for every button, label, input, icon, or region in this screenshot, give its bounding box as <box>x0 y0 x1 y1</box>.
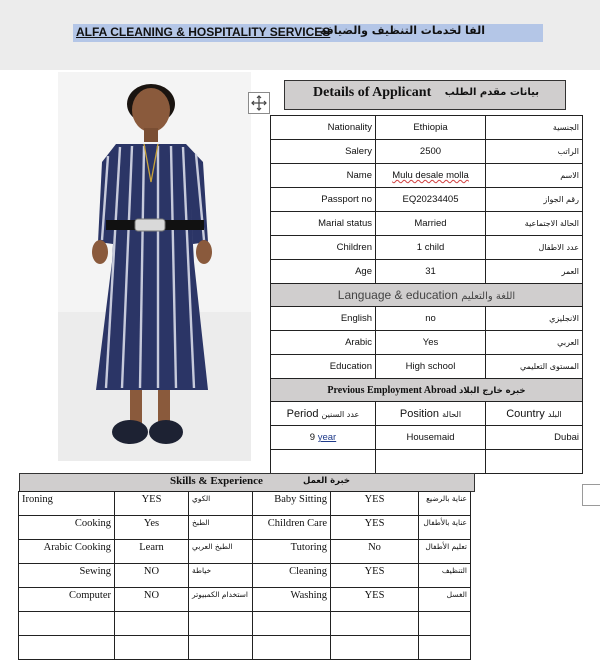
position-header-en: Position <box>399 407 440 420</box>
skill-value: YES <box>115 492 189 516</box>
table-row <box>271 236 583 260</box>
skill-name: Cleaning <box>253 564 331 588</box>
table-row <box>19 588 471 612</box>
empty-cell <box>115 612 189 636</box>
field-value: High school <box>376 355 486 379</box>
country-header <box>486 402 583 426</box>
period-header <box>271 402 376 426</box>
period-value <box>271 426 376 450</box>
field-label-ar: الانجليزي <box>486 307 583 331</box>
position-value: Housemaid <box>376 426 486 450</box>
country-header-ar: البلد <box>547 409 562 419</box>
field-value: no <box>376 307 486 331</box>
skill-name: Ironing <box>19 492 115 516</box>
table-row <box>271 426 583 450</box>
skill-value: Yes <box>115 516 189 540</box>
empty-cell <box>189 612 253 636</box>
table-row <box>19 564 471 588</box>
field-value: 31 <box>376 260 486 284</box>
skill-name-ar: عناية بالرضيع <box>419 492 471 516</box>
table-row <box>271 331 583 355</box>
empty-cell <box>19 636 115 660</box>
field-label: Salery <box>271 140 376 164</box>
table-row <box>271 188 583 212</box>
details-title-ar: بيانات مقدم الطلب <box>444 87 539 98</box>
employment-title-en: Previous Employment Abroad <box>327 384 457 396</box>
employment-section-header <box>271 379 583 402</box>
skill-name-ar: الكوي <box>189 492 253 516</box>
period-header-ar: عدد السنين <box>321 409 360 419</box>
move-arrows-icon[interactable] <box>248 92 270 114</box>
country-value: Dubai <box>486 426 583 450</box>
field-label-ar: رقم الجواز <box>486 188 583 212</box>
field-value: Married <box>376 212 486 236</box>
skill-name-ar: خياطة <box>189 564 253 588</box>
language-title-en: Language & education <box>337 288 458 302</box>
skills-table <box>18 491 471 660</box>
details-title <box>284 80 566 110</box>
skill-name-ar: الطبخ <box>189 516 253 540</box>
period-header-en: Period <box>286 407 319 420</box>
field-label-ar: الجنسية <box>486 116 583 140</box>
skills-title <box>19 473 475 492</box>
position-header-ar: الحالة <box>442 409 462 419</box>
empty-cell <box>419 612 471 636</box>
field-label: Education <box>271 355 376 379</box>
field-label: Passport no <box>271 188 376 212</box>
language-title-ar: اللغة والتعليم <box>461 291 516 302</box>
field-label-ar: العربي <box>486 331 583 355</box>
table-row <box>271 450 583 474</box>
field-label-ar: المستوى التعليمي <box>486 355 583 379</box>
table-row <box>271 260 583 284</box>
empty-cell <box>115 636 189 660</box>
table-row <box>19 612 471 636</box>
field-label-ar: الاسم <box>486 164 583 188</box>
skill-value: YES <box>331 516 419 540</box>
table-row <box>271 307 583 331</box>
skill-name-ar: عناية بالأطفال <box>419 516 471 540</box>
skills-title-en: Skills & Experience <box>170 475 263 487</box>
field-label: Children <box>271 236 376 260</box>
table-row <box>271 164 583 188</box>
language-section-header <box>271 284 583 307</box>
empty-cell <box>376 450 486 474</box>
applicant-photo <box>58 72 251 461</box>
table-row <box>271 355 583 379</box>
field-label-ar: العمر <box>486 260 583 284</box>
table-row <box>271 140 583 164</box>
skill-name-ar: الطبخ العربي <box>189 540 253 564</box>
field-value: Yes <box>376 331 486 355</box>
field-value: Ethiopia <box>376 116 486 140</box>
country-header-en: Country <box>506 407 545 420</box>
field-label: Arabic <box>271 331 376 355</box>
empty-cell <box>253 636 331 660</box>
skill-name: Baby Sitting <box>253 492 331 516</box>
field-value: 2500 <box>376 140 486 164</box>
empty-cell <box>19 612 115 636</box>
skill-value: No <box>331 540 419 564</box>
skill-name: Children Care <box>253 516 331 540</box>
period-unit: year <box>317 432 337 443</box>
empty-cell <box>331 612 419 636</box>
table-row <box>271 116 583 140</box>
employment-header-row <box>271 402 583 426</box>
field-label-ar: عدد الاطفال <box>486 236 583 260</box>
field-label: Nationality <box>271 116 376 140</box>
table-row <box>19 516 471 540</box>
field-label: Age <box>271 260 376 284</box>
skill-name: Cooking <box>19 516 115 540</box>
skill-name: Sewing <box>19 564 115 588</box>
skill-value: Learn <box>115 540 189 564</box>
empty-cell <box>253 612 331 636</box>
skill-name: Computer <box>19 588 115 612</box>
skill-value: YES <box>331 492 419 516</box>
field-value: Mulu desale molla <box>376 164 486 188</box>
employment-title-cell <box>271 379 583 402</box>
empty-cell <box>419 636 471 660</box>
skill-value: NO <box>115 588 189 612</box>
field-label: English <box>271 307 376 331</box>
details-table <box>270 115 583 474</box>
field-label: Marial status <box>271 212 376 236</box>
employment-title-ar: خبره خارج البلاد <box>459 385 526 396</box>
skill-name-ar: الغسل <box>419 588 471 612</box>
skills-title-ar: خبرة العمل <box>303 476 351 486</box>
skill-value: YES <box>331 588 419 612</box>
field-label: Name <box>271 164 376 188</box>
company-header <box>73 24 543 42</box>
skill-value: NO <box>115 564 189 588</box>
field-value: EQ20234405 <box>376 188 486 212</box>
table-row <box>271 212 583 236</box>
skill-value: YES <box>331 564 419 588</box>
position-header <box>376 402 486 426</box>
skill-name: Tutoring <box>253 540 331 564</box>
empty-cell <box>189 636 253 660</box>
table-row <box>19 636 471 660</box>
empty-cell <box>271 450 376 474</box>
empty-cell <box>331 636 419 660</box>
period-number: 9 <box>309 432 316 443</box>
table-row <box>19 540 471 564</box>
table-row <box>19 492 471 516</box>
field-label-ar: الحالة الاجتماعية <box>486 212 583 236</box>
margin-marker <box>582 484 600 506</box>
language-title-cell <box>271 284 583 307</box>
skill-name-ar: تعليم الأطفال <box>419 540 471 564</box>
skill-name-ar: استخدام الكمبيوتر <box>189 588 253 612</box>
company-name-en: ALFA CLEANING & HOSPITALITY SERVICES <box>76 25 331 39</box>
skill-name-ar: التنظيف <box>419 564 471 588</box>
details-title-en: Details of Applicant <box>313 85 432 100</box>
field-label-ar: الراتب <box>486 140 583 164</box>
empty-cell <box>486 450 583 474</box>
skill-name: Washing <box>253 588 331 612</box>
company-name-ar: الفا لخدمات التنظيف والضيافة <box>319 24 485 37</box>
skill-name: Arabic Cooking <box>19 540 115 564</box>
field-value: 1 child <box>376 236 486 260</box>
